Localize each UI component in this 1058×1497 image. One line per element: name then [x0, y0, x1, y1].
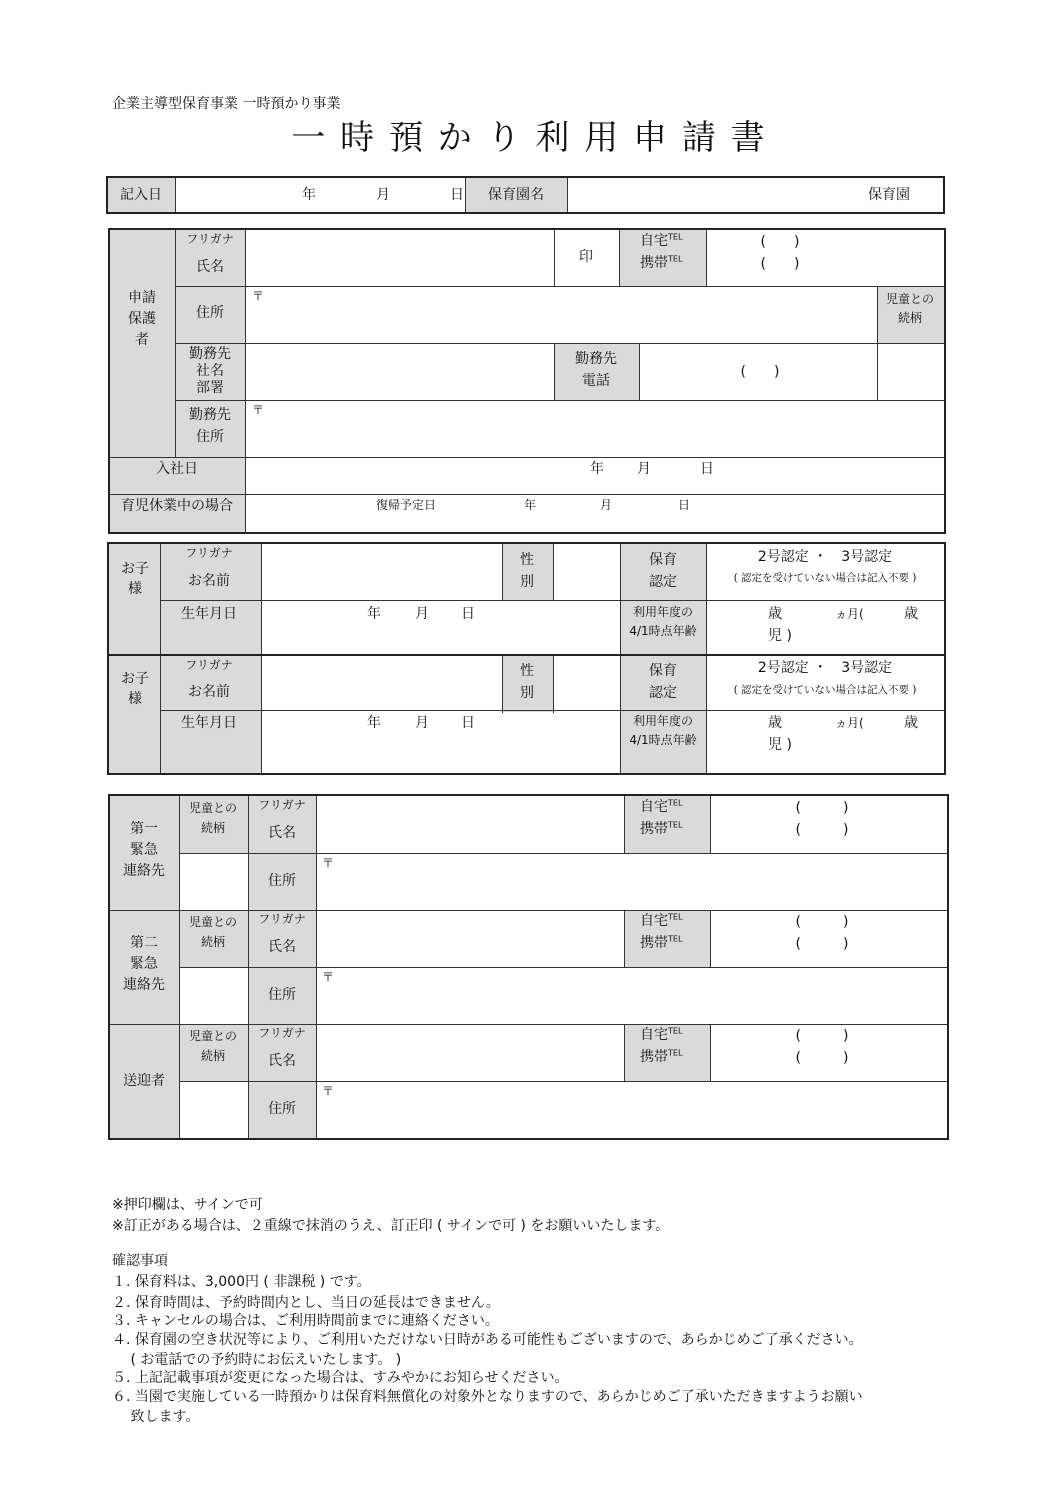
- contact2-relation-field[interactable]: [180, 968, 248, 1024]
- contact2-name-field[interactable]: [317, 910, 623, 967]
- child2-cert-label: 保育 認定: [649, 663, 677, 701]
- contact2-postal-mark: 〒: [322, 970, 335, 984]
- confirm-item: ４. 保育園の空き状況等により、ご利用いただけない日時がある可能性もございますので、あらかじめご了承ください。: [112, 1332, 863, 1348]
- contact2-mobile-tel-label: 携帯$^{TEL}$: [640, 934, 683, 951]
- program-label: 企業主導型保育事業 一時預かり事業: [112, 96, 341, 112]
- join-year: 年: [590, 461, 604, 477]
- work-address-label: 勤務先 住所: [189, 407, 231, 445]
- leave-label: 育児休業中の場合: [121, 498, 233, 514]
- child1-sex-field[interactable]: [554, 544, 619, 600]
- child2-name-field[interactable]: [262, 656, 501, 710]
- contact2-home-tel-field[interactable]: ( ): [795, 914, 849, 930]
- nursery-suffix: 保育園: [868, 187, 910, 203]
- applicant-section-label: 申請 保護 者: [128, 290, 156, 348]
- confirm-title: 確認事項: [112, 1253, 168, 1269]
- child2-furigana-label: フリガナ: [185, 658, 233, 672]
- child2-sex-label: 性 別: [520, 663, 534, 701]
- join-month: 月: [637, 461, 651, 477]
- confirm-item: ( お電話での予約時にお伝えいたします。 ): [112, 1352, 402, 1368]
- confirm-item: 致します。: [112, 1409, 200, 1425]
- child1-birth-month: 月: [415, 606, 429, 622]
- confirm-item: ３. キャンセルの場合は、ご利用時間前までに連絡ください。: [112, 1313, 499, 1329]
- contact1-section-label: 第一 緊急 連絡先: [123, 821, 165, 879]
- child1-birth-year: 年: [367, 606, 381, 622]
- child2-section-label: お子 様: [121, 671, 149, 707]
- contacts-table: [108, 794, 949, 1140]
- date-nursery-table: [106, 176, 945, 214]
- child2-name-label: お名前: [188, 684, 230, 700]
- contact1-name-field[interactable]: [317, 796, 623, 853]
- mobile-tel-label: 携帯$^{TEL}$: [640, 254, 683, 271]
- applicant-address-field[interactable]: [246, 287, 876, 343]
- child1-age-month: ヵ月(: [835, 607, 864, 621]
- child2-birth-label: 生年月日: [181, 715, 237, 731]
- pickup-furigana-label: フリガナ: [258, 1026, 306, 1040]
- relation-label: 児童との 続柄: [885, 292, 935, 325]
- contact1-name-label: 氏名: [268, 825, 296, 841]
- contact2-home-tel-label: 自宅$^{TEL}$: [640, 912, 683, 929]
- child1-section-label: お子 様: [121, 561, 149, 597]
- contact1-mobile-tel-field[interactable]: ( ): [795, 822, 849, 838]
- work-postal-mark: 〒: [252, 403, 265, 417]
- contact1-home-tel-field[interactable]: ( ): [795, 800, 849, 816]
- child1-birth-day: 日: [461, 606, 475, 622]
- contact2-furigana-label: フリガナ: [258, 912, 306, 926]
- child1-birth-label: 生年月日: [181, 606, 237, 622]
- contact1-mobile-tel-label: 携帯$^{TEL}$: [640, 820, 683, 837]
- child1-furigana-label: フリガナ: [185, 546, 233, 560]
- confirm-item: ６. 当園で実施している一時預かりは保育料無償化の対象外となりますので、あらかじめご了承いただきますようお願い: [112, 1389, 863, 1405]
- pickup-postal-mark: 〒: [322, 1084, 335, 1098]
- child1-age-ji: 児 ): [768, 628, 792, 644]
- nursery-name-label: 保育園名: [488, 187, 544, 203]
- applicant-table: [108, 228, 946, 534]
- contact2-mobile-tel-field[interactable]: ( ): [795, 936, 849, 952]
- child2-age-sai2: 歳: [904, 715, 918, 731]
- pickup-home-tel-field[interactable]: ( ): [795, 1028, 849, 1044]
- contact2-section-label: 第二 緊急 連絡先: [123, 935, 165, 993]
- child2-cert-note: ( 認定を受けていない場合は記入不要 ): [733, 684, 917, 696]
- home-tel-field[interactable]: ( ): [760, 234, 800, 250]
- work-tel-label: 勤務先 電話: [575, 351, 617, 389]
- pickup-mobile-tel-field[interactable]: ( ): [795, 1050, 849, 1066]
- return-year: 年: [524, 498, 537, 512]
- child1-name-label: お名前: [188, 573, 230, 589]
- pickup-relation-field[interactable]: [180, 1082, 248, 1138]
- contact1-address-field[interactable]: [317, 854, 947, 910]
- return-month: 月: [600, 498, 613, 512]
- child1-name-field[interactable]: [262, 544, 501, 600]
- child2-age-sai: 歳: [768, 715, 782, 731]
- child1-age-sai: 歳: [768, 606, 782, 622]
- work-address-field[interactable]: [246, 401, 944, 457]
- work-company-field[interactable]: [246, 344, 553, 400]
- child2-cert-options[interactable]: 2号認定 ・ 3号認定: [757, 660, 893, 676]
- contact2-relation-label: 児童との 続柄: [188, 915, 238, 949]
- contact1-relation-field[interactable]: [180, 854, 248, 910]
- join-day: 日: [700, 461, 714, 477]
- applicant-name-field[interactable]: [246, 230, 553, 286]
- contact1-furigana-label: フリガナ: [258, 798, 306, 812]
- confirm-item: ２. 保育時間は、予約時間内とし、当日の延長はできません。: [112, 1295, 500, 1311]
- note-seal: ※押印欄は、サインで可: [112, 1197, 263, 1213]
- applicant-name-label: 氏名: [196, 259, 224, 275]
- contact1-postal-mark: 〒: [322, 856, 335, 870]
- child2-age-label: 利用年度の 4/1時点年齢: [629, 714, 697, 747]
- nursery-name-field[interactable]: [568, 178, 868, 212]
- work-tel-field[interactable]: ( ): [740, 364, 780, 380]
- child2-birth-year: 年: [367, 715, 381, 731]
- return-day: 日: [678, 498, 691, 512]
- pickup-address-field[interactable]: [317, 1082, 947, 1138]
- child1-cert-label: 保育 認定: [649, 552, 677, 590]
- entry-year: 年: [302, 187, 316, 203]
- return-date-label: 復帰予定日: [376, 498, 437, 512]
- postal-mark: 〒: [252, 289, 265, 303]
- contact1-address-label: 住所: [268, 873, 296, 889]
- child-table-2: [107, 654, 946, 775]
- child1-age-label: 利用年度の 4/1時点年齢: [629, 605, 697, 638]
- contact1-relation-label: 児童との 続柄: [188, 801, 238, 835]
- child2-age-ji: 児 ): [768, 737, 792, 753]
- contact1-home-tel-label: 自宅$^{TEL}$: [640, 798, 683, 815]
- pickup-name-field[interactable]: [317, 1024, 623, 1081]
- mobile-tel-field[interactable]: ( ): [760, 256, 800, 272]
- child-table-1: [107, 542, 946, 656]
- entry-date-label: 記入日: [120, 187, 162, 203]
- join-date-label: 入社日: [156, 461, 198, 477]
- child2-birth-month: 月: [415, 715, 429, 731]
- applicant-address-label: 住所: [196, 305, 224, 321]
- child1-cert-note: ( 認定を受けていない場合は記入不要 ): [733, 572, 917, 584]
- pickup-mobile-tel-label: 携帯$^{TEL}$: [640, 1048, 683, 1065]
- pickup-section-label: 送迎者: [123, 1073, 165, 1089]
- applicant-furigana-label: フリガナ: [186, 232, 234, 246]
- home-tel-label: 自宅$^{TEL}$: [640, 232, 683, 249]
- pickup-name-label: 氏名: [268, 1053, 296, 1069]
- contact2-address-field[interactable]: [317, 968, 947, 1024]
- note-correction: ※訂正がある場合は、２重線で抹消のうえ、訂正印 ( サインで可 ) をお願いいたします。: [112, 1218, 670, 1234]
- child2-birth-day: 日: [461, 715, 475, 731]
- child2-sex-field[interactable]: [554, 656, 619, 710]
- work-company-label: 勤務先 社名 部署: [189, 346, 231, 396]
- contact2-address-label: 住所: [268, 987, 296, 1003]
- seal-label: 印: [579, 249, 593, 265]
- contact2-name-label: 氏名: [268, 939, 296, 955]
- child2-age-month: ヵ月(: [835, 716, 864, 730]
- page-title: 一 時 預 か り 利 用 申 請 書: [291, 118, 767, 158]
- pickup-home-tel-label: 自宅$^{TEL}$: [640, 1026, 683, 1043]
- child1-age-sai2: 歳: [904, 606, 918, 622]
- confirm-item: ５. 上記記載事項が変更になった場合は、すみやかにお知らせください。: [112, 1370, 569, 1386]
- entry-month: 月: [376, 187, 390, 203]
- child1-sex-label: 性 別: [520, 552, 534, 590]
- entry-day: 日: [450, 187, 464, 203]
- confirm-item: １. 保育料は、3,000円 ( 非課税 ) です。: [112, 1274, 371, 1290]
- pickup-relation-label: 児童との 続柄: [188, 1029, 238, 1063]
- pickup-address-label: 住所: [268, 1101, 296, 1117]
- child1-cert-options[interactable]: 2号認定 ・ 3号認定: [757, 549, 893, 565]
